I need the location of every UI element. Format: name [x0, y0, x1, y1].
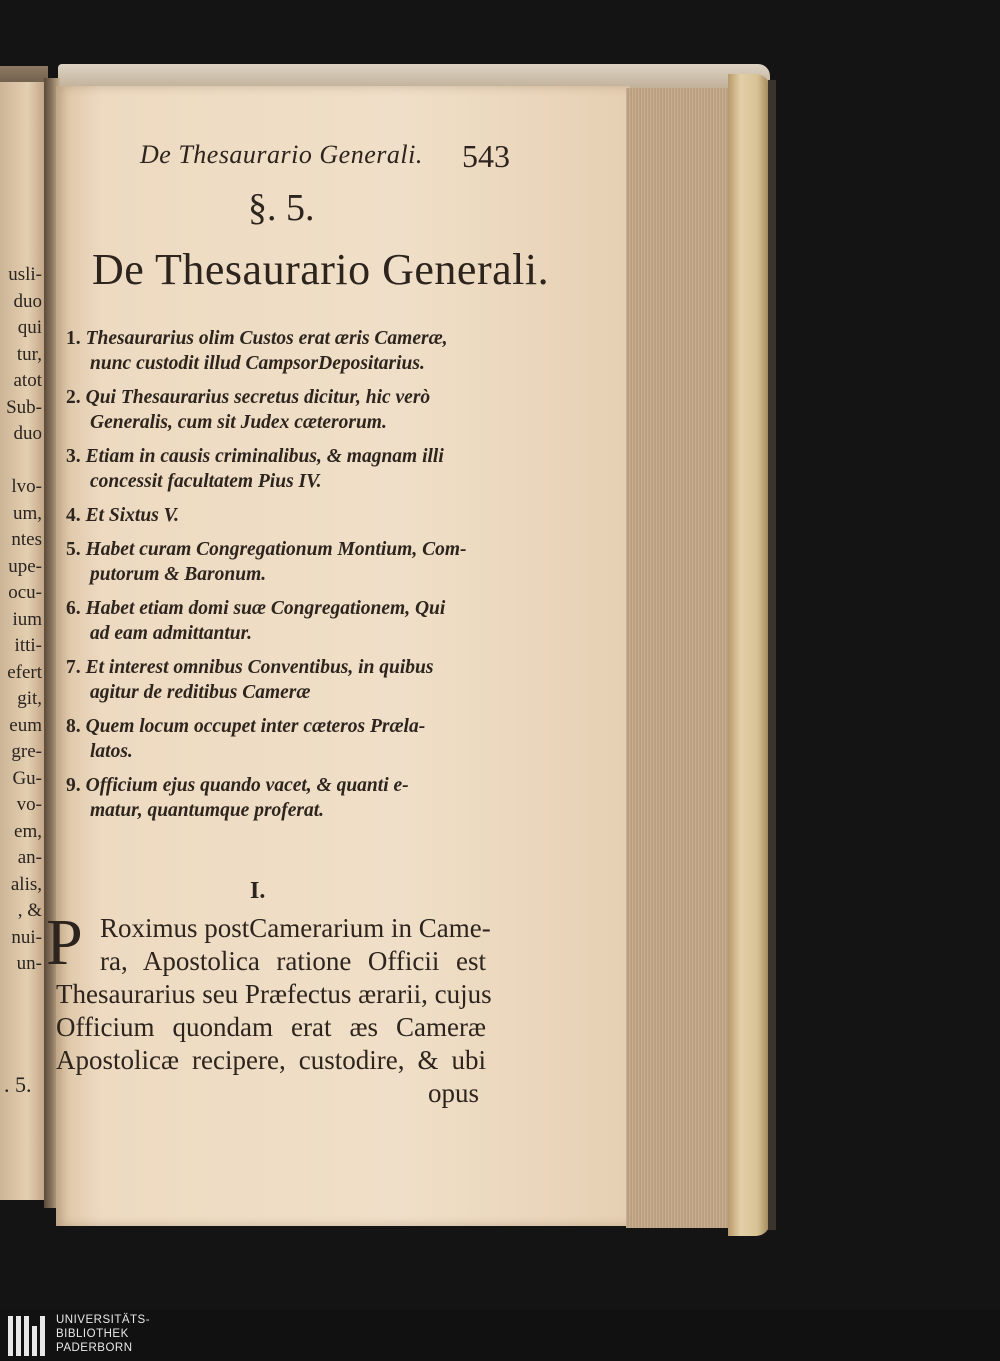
left-fragment-line: upe-: [8, 555, 42, 577]
summary-line: [66, 537, 516, 562]
summary-text: agitur de reditibus Cameræ: [90, 682, 311, 703]
summary-line: [66, 714, 516, 739]
summary-number: 8.: [66, 716, 81, 737]
running-head: De Thesaurario Generali.: [140, 140, 423, 169]
summary-text: Habet curam Congregationum Montium, Com-: [85, 539, 467, 560]
left-fragment-line: ocu-: [8, 582, 42, 603]
library-logo-icon: [8, 1316, 48, 1356]
summary-text: concessit facultatem Pius IV.: [90, 471, 322, 492]
summary-list: [66, 326, 516, 832]
summary-text: Et Sixtus V.: [85, 505, 180, 526]
summary-line: [66, 351, 516, 376]
summary-item: [66, 714, 516, 764]
summary-line: [66, 385, 516, 410]
body-line: Officium quondam erat æs Cameræ: [56, 1012, 486, 1042]
left-fragment-line: duo: [13, 423, 42, 444]
left-fragment-line: efert: [7, 661, 42, 683]
body-line: Thesaurarius seu Præfectus ærarii, cujus: [56, 979, 492, 1009]
left-fragment-line: alis,: [10, 873, 42, 895]
summary-text: Etiam in causis criminalibus, & magnam illi: [85, 446, 444, 467]
summary-text: Et interest omnibus Conventibus, in quibus: [85, 657, 434, 678]
left-fragment-line: Sub-: [6, 396, 42, 418]
library-footer: [0, 1310, 1000, 1361]
summary-item: [66, 596, 516, 646]
summary-text: Quem locum occupet inter cæteros Præla-: [85, 716, 426, 737]
summary-line: [66, 798, 516, 823]
left-fragment-line: um,: [12, 502, 42, 524]
summary-item: [66, 444, 516, 494]
page-number: 543: [462, 138, 510, 174]
summary-line: [66, 562, 516, 587]
summary-number: 4.: [66, 505, 81, 526]
summary-line: [66, 503, 516, 528]
body-text: [56, 912, 492, 1077]
left-fragment-line: eum: [9, 714, 42, 736]
summary-text: putorum & Baronum.: [90, 564, 267, 585]
left-fragment-line: duo: [13, 290, 42, 312]
summary-text: Thesaurarius olim Custos erat æris Cameræ,: [85, 328, 448, 349]
summary-text: Generalis, cum sit Judex cæterorum.: [90, 412, 387, 433]
left-fragment-line: atot: [13, 370, 42, 391]
left-fragment-line: itti-: [14, 635, 42, 656]
left-fragment-line: ium: [12, 608, 42, 630]
left-fragment-line: vo-: [16, 794, 42, 815]
left-fragment-line: qui: [17, 317, 42, 338]
summary-text: nunc custodit illud CampsorDepositarius.: [90, 353, 425, 374]
summary-item: [66, 773, 516, 823]
cover-shadow: [768, 80, 776, 1230]
summary-number: 6.: [66, 598, 81, 619]
summary-text: Officium ejus quando vacet, & quanti e-: [85, 775, 409, 796]
page-heading: De Thesaurario Generali.: [92, 245, 550, 294]
left-fragment-line: em,: [14, 820, 42, 842]
summary-line: [66, 680, 516, 705]
summary-line: [66, 469, 516, 494]
summary-line: [66, 410, 516, 435]
left-fragment-line: Gu-: [12, 767, 42, 789]
summary-number: 3.: [66, 446, 81, 467]
left-fragment-line: un-: [16, 953, 42, 974]
summary-number: 9.: [66, 775, 81, 796]
left-fragment-line: gre-: [11, 741, 42, 762]
body-line: Roximus postCamerarium in Came-: [100, 913, 491, 943]
summary-item: [66, 503, 516, 528]
left-fragment-line: [0, 448, 42, 475]
summary-number: 5.: [66, 539, 81, 560]
summary-line: [66, 739, 516, 764]
page-block-edges: [626, 88, 734, 1228]
summary-text: Habet etiam domi suæ Congregationem, Qui: [85, 598, 446, 619]
summary-text: matur, quantumque proferat.: [90, 800, 325, 821]
summary-line: [66, 326, 516, 351]
summary-line: [66, 621, 516, 646]
library-name-line: PADERBORN: [56, 1342, 133, 1354]
left-fragment-line: lvo-: [11, 476, 42, 497]
paragraph-mark: I.: [250, 878, 266, 904]
left-fragment-line: an-: [17, 847, 42, 868]
body-line: Apostolicæ recipere, custodire, & ubi: [56, 1045, 486, 1075]
summary-line: [66, 773, 516, 798]
summary-item: [66, 537, 516, 587]
section-mark: §. 5.: [248, 187, 315, 229]
left-fragment-line: ntes: [11, 529, 42, 550]
summary-number: 7.: [66, 657, 81, 678]
left-page-footer-fragment: . 5.: [4, 1072, 32, 1097]
library-name: [56, 1313, 150, 1355]
summary-text: latos.: [90, 741, 133, 762]
library-name-line: UNIVERSITÄTS-: [56, 1314, 151, 1326]
left-fragment-line: nui-: [11, 926, 42, 948]
left-fragment-line: , &: [17, 900, 42, 921]
body-line: ra, Apostolica ratione Officii est: [100, 946, 486, 976]
summary-line: [66, 655, 516, 680]
summary-number: 2.: [66, 387, 81, 408]
drop-cap: P: [46, 906, 83, 979]
left-fragment-line: tur,: [16, 343, 42, 365]
left-page-text: [0, 262, 42, 978]
summary-item: [66, 326, 516, 376]
summary-item: [66, 655, 516, 705]
summary-line: [66, 444, 516, 469]
left-fragment-line: usli-: [8, 264, 42, 285]
summary-item: [66, 385, 516, 435]
summary-number: 1.: [66, 328, 81, 349]
summary-text: Qui Thesaurarius secretus dicitur, hic verò: [85, 387, 431, 408]
left-fragment-line: git,: [17, 688, 42, 709]
catchword: opus: [428, 1078, 480, 1108]
summary-line: [66, 596, 516, 621]
summary-text: ad eam admittantur.: [90, 623, 252, 644]
book-cover-edge: [728, 74, 770, 1236]
library-name-line: BIBLIOTHEK: [56, 1328, 129, 1340]
